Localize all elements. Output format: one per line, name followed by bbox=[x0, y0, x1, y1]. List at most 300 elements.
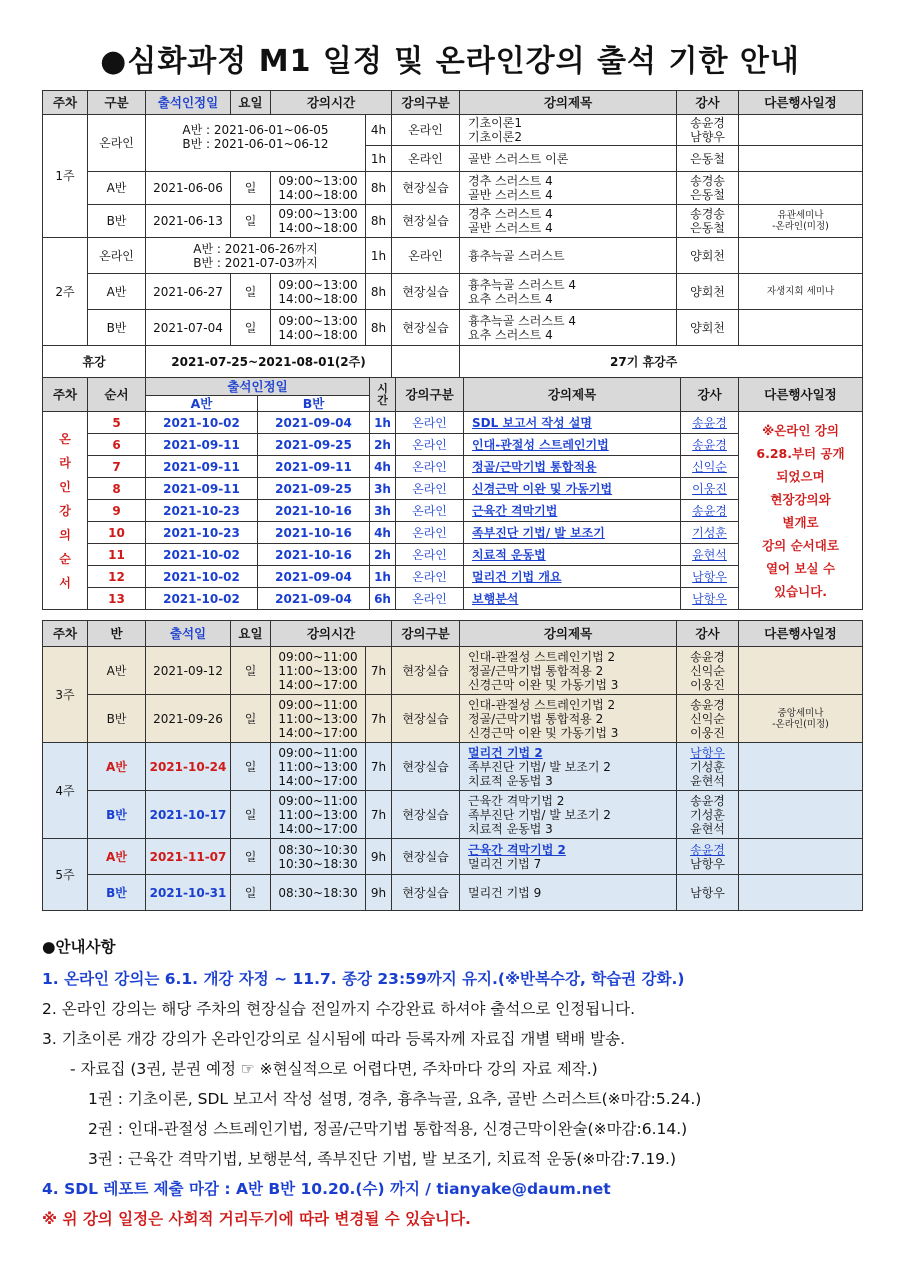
header-time: 시간 bbox=[370, 378, 396, 412]
title-line: 치료적 운동법 3 bbox=[468, 821, 553, 836]
title-cell bbox=[460, 310, 677, 346]
date-b-cell: 2021-10-16 bbox=[258, 500, 370, 522]
type-cell: 현장실습 bbox=[392, 310, 460, 346]
instructor-cell bbox=[677, 839, 739, 875]
type-cell: 온라인 bbox=[396, 434, 464, 456]
type-cell: 현장실습 bbox=[392, 743, 460, 791]
instructor-cell bbox=[677, 743, 739, 791]
day-cell: 일 bbox=[231, 791, 271, 839]
order-cell: 6 bbox=[88, 434, 146, 456]
date-b-cell: 2021-10-16 bbox=[258, 544, 370, 566]
date-a-cell: 2021-09-11 bbox=[146, 456, 258, 478]
week-label: 2주 bbox=[43, 238, 88, 346]
title-cell: 멀리건 기법 개요 bbox=[464, 566, 681, 588]
title-line: 경추 스러스트 4 bbox=[468, 207, 553, 221]
date-a-cell: 2021-10-23 bbox=[146, 522, 258, 544]
header-lecture-title: 강의제목 bbox=[460, 91, 677, 115]
title-line: 신경근막 이완 및 가동기법 3 bbox=[468, 677, 619, 692]
hours-cell: 4h bbox=[366, 115, 392, 146]
day-cell: 일 bbox=[231, 875, 271, 911]
title-cell: 근육간 격막기법 bbox=[464, 500, 681, 522]
instructor-line: 이웅진 bbox=[690, 725, 725, 740]
break-dates: 2021-07-25~2021-08-01(2주) bbox=[146, 346, 392, 378]
event-cell bbox=[739, 875, 863, 911]
side-label-char: 인 bbox=[59, 479, 71, 494]
type-cell: 현장실습 bbox=[392, 274, 460, 310]
order-cell: 8 bbox=[88, 478, 146, 500]
hours-cell: 4h bbox=[370, 456, 396, 478]
header-lecture-type: 강의구분 bbox=[392, 91, 460, 115]
header-day: 요일 bbox=[231, 91, 271, 115]
header-instructor: 강사 bbox=[681, 378, 739, 412]
online-lecture-note bbox=[739, 412, 863, 610]
time-line: 09:00~13:00 bbox=[278, 174, 358, 188]
event-cell bbox=[739, 115, 863, 146]
division-cell: 온라인 bbox=[88, 115, 146, 172]
time-line: 09:00~11:00 bbox=[278, 697, 358, 712]
hours-cell: 8h bbox=[366, 310, 392, 346]
division-cell: B반 bbox=[88, 310, 146, 346]
date-b-cell: 2021-10-16 bbox=[258, 522, 370, 544]
type-cell: 온라인 bbox=[396, 588, 464, 610]
type-cell: 현장실습 bbox=[392, 205, 460, 238]
instructor-cell bbox=[677, 875, 739, 911]
event-cell bbox=[739, 791, 863, 839]
note-line: 있습니다. bbox=[773, 583, 828, 599]
division-cell: 온라인 bbox=[88, 238, 146, 274]
lecture-order-row bbox=[43, 412, 863, 434]
header-class: 반 bbox=[88, 621, 146, 647]
title-line: 멀리건 기법 9 bbox=[468, 885, 542, 900]
hours-cell: 3h bbox=[370, 478, 396, 500]
instructor-cell: 양회천 bbox=[677, 310, 739, 346]
header-other-events: 다른행사일정 bbox=[739, 621, 863, 647]
week-label: 4주 bbox=[43, 743, 88, 839]
note-line: 별개로 bbox=[782, 514, 819, 530]
practice-row bbox=[43, 647, 863, 695]
title-cell bbox=[460, 115, 677, 146]
date-b-cell: 2021-09-04 bbox=[258, 566, 370, 588]
date-a-cell: 2021-10-02 bbox=[146, 544, 258, 566]
order-cell: 7 bbox=[88, 456, 146, 478]
day-cell: 일 bbox=[231, 695, 271, 743]
header-class-a: A반 bbox=[146, 396, 258, 412]
side-label-char: 강 bbox=[59, 503, 71, 518]
day-cell: 일 bbox=[231, 839, 271, 875]
title-line: 신경근막 이완 및 가동기법 3 bbox=[468, 725, 619, 740]
title-cell: 흉추늑골 스러스트 bbox=[460, 238, 677, 274]
type-cell: 온라인 bbox=[392, 238, 460, 274]
instructor-cell: 신익순 bbox=[681, 456, 739, 478]
date-cell: 2021-10-17 bbox=[146, 791, 231, 839]
time-line: 14:00~17:00 bbox=[278, 773, 358, 788]
online-dates-b: B반 : 2021-07-03까지 bbox=[193, 255, 318, 270]
instructor-cell bbox=[677, 791, 739, 839]
instructor-cell: 윤현석 bbox=[681, 544, 739, 566]
title-cell: 보행분석 bbox=[464, 588, 681, 610]
hours-cell: 7h bbox=[366, 743, 392, 791]
hours-cell: 7h bbox=[366, 695, 392, 743]
time-line: 14:00~18:00 bbox=[278, 327, 358, 342]
notice-volume-3: 3권 : 근육간 격막기법, 보행분석, 족부진단 기법, 발 보조기, 치료적 운동(※마감:7.19.) bbox=[88, 1150, 677, 1168]
instructor-cell: 이웅진 bbox=[681, 478, 739, 500]
title-line: 기초이론1 bbox=[468, 116, 523, 130]
notice-section bbox=[42, 932, 872, 1234]
time-line: 09:00~11:00 bbox=[278, 649, 358, 664]
page-title: ●심화과정 M1 일정 및 온라인강의 출석 기한 안내 bbox=[100, 44, 800, 79]
instructor-line: 기성훈 bbox=[690, 759, 725, 774]
title-cell bbox=[460, 875, 677, 911]
title-cell: 인대-관절성 스트레인기법 bbox=[464, 434, 681, 456]
time-cell bbox=[271, 274, 366, 310]
title-line: 근육간 격막기법 2 bbox=[468, 842, 566, 857]
instructor-line: 윤현석 bbox=[690, 821, 725, 836]
time-line: 09:00~11:00 bbox=[278, 745, 358, 760]
class-cell: A반 bbox=[88, 647, 146, 695]
note-line: 6.28.부터 공개 bbox=[756, 445, 845, 461]
time-line: 08:30~18:30 bbox=[278, 885, 358, 900]
time-line: 14:00~18:00 bbox=[278, 221, 358, 235]
time-cell bbox=[271, 695, 366, 743]
instructor-line: 송윤경 bbox=[690, 697, 725, 712]
time-line: 14:00~17:00 bbox=[278, 821, 358, 836]
event-cell bbox=[739, 839, 863, 875]
header-class-b: B반 bbox=[258, 396, 370, 412]
class-cell: B반 bbox=[88, 875, 146, 911]
order-cell: 9 bbox=[88, 500, 146, 522]
title-cell bbox=[460, 743, 677, 791]
date-b-cell: 2021-09-11 bbox=[258, 456, 370, 478]
event-cell bbox=[739, 695, 863, 743]
hours-cell: 1h bbox=[366, 146, 392, 172]
online-order-side-label bbox=[43, 412, 88, 610]
date-a-cell: 2021-10-02 bbox=[146, 588, 258, 610]
hours-cell: 1h bbox=[366, 238, 392, 274]
instructor-line: 기성훈 bbox=[690, 807, 725, 822]
header-other-events: 다른행사일정 bbox=[739, 378, 863, 412]
event-cell: 자생지회 세미나 bbox=[739, 274, 863, 310]
online-dates-cell bbox=[146, 115, 366, 172]
day-cell: 일 bbox=[231, 743, 271, 791]
time-cell bbox=[271, 839, 366, 875]
date-cell: 2021-09-12 bbox=[146, 647, 231, 695]
class-cell: B반 bbox=[88, 695, 146, 743]
header-attendance-date: 출석인정일 bbox=[146, 91, 231, 115]
type-cell: 현장실습 bbox=[392, 839, 460, 875]
header-lecture-time: 강의시간 bbox=[271, 91, 392, 115]
side-label-char: 서 bbox=[59, 575, 71, 590]
date-a-cell: 2021-10-02 bbox=[146, 566, 258, 588]
note-line: 현장강의와 bbox=[770, 491, 831, 507]
header-week: 주차 bbox=[43, 378, 88, 412]
day-cell: 일 bbox=[231, 647, 271, 695]
title-line: 경추 스러스트 4 bbox=[468, 174, 553, 188]
title-line: 인대-관절성 스트레인기법 2 bbox=[468, 697, 616, 712]
instructor-cell: 기성훈 bbox=[681, 522, 739, 544]
practice-row bbox=[43, 791, 863, 839]
day-cell: 일 bbox=[231, 310, 271, 346]
title-cell: 치료적 운동법 bbox=[464, 544, 681, 566]
instructor-line: 송경송 bbox=[690, 174, 725, 188]
type-cell: 온라인 bbox=[392, 146, 460, 172]
title-line: 흉추늑골 스러스트 4 bbox=[468, 277, 577, 292]
instructor-line: 신익순 bbox=[690, 711, 725, 726]
hours-cell: 2h bbox=[370, 434, 396, 456]
break-label: 휴강 bbox=[43, 346, 146, 378]
hours-cell: 9h bbox=[366, 875, 392, 911]
type-cell: 온라인 bbox=[396, 566, 464, 588]
date-cell: 2021-06-13 bbox=[146, 205, 231, 238]
title-cell bbox=[460, 695, 677, 743]
practice-row bbox=[43, 743, 863, 791]
instructor-cell bbox=[677, 647, 739, 695]
header-day: 요일 bbox=[231, 621, 271, 647]
time-line: 09:00~13:00 bbox=[278, 207, 358, 221]
hours-cell: 3h bbox=[370, 500, 396, 522]
instructor-cell: 송윤경 bbox=[681, 412, 739, 434]
title-cell bbox=[460, 839, 677, 875]
notice-item-4: 4. SDL 레포트 제출 마감 : A반 B반 10.20.(수) 까지 / tianyake@daum.net bbox=[42, 1180, 611, 1198]
hours-cell: 4h bbox=[370, 522, 396, 544]
title-line: 요추 스러스트 4 bbox=[468, 327, 553, 342]
online-dates-b: B반 : 2021-06-01~06-12 bbox=[182, 137, 329, 151]
hours-cell: 6h bbox=[370, 588, 396, 610]
event-cell bbox=[739, 310, 863, 346]
time-line: 08:30~10:30 bbox=[278, 842, 358, 857]
instructor-line: 은동철 bbox=[690, 221, 725, 235]
online-dates-cell bbox=[146, 238, 366, 274]
instructor-cell: 남항우 bbox=[681, 566, 739, 588]
date-a-cell: 2021-10-23 bbox=[146, 500, 258, 522]
class-cell: A반 bbox=[88, 839, 146, 875]
instructor-cell bbox=[677, 205, 739, 238]
note-line: 강의 순서대로 bbox=[762, 537, 839, 553]
instructor-line: 윤현석 bbox=[690, 773, 725, 788]
note-line: 열어 보실 수 bbox=[765, 560, 836, 576]
instructor-line: 송윤경 bbox=[690, 842, 725, 857]
type-cell: 온라인 bbox=[392, 115, 460, 146]
instructor-line: 남항우 bbox=[690, 745, 725, 760]
title-line: 멀리건 기법 7 bbox=[468, 856, 542, 871]
type-cell: 온라인 bbox=[396, 522, 464, 544]
side-label-char: 라 bbox=[59, 455, 71, 470]
time-line: 10:30~18:30 bbox=[278, 856, 358, 871]
instructor-cell bbox=[677, 172, 739, 205]
type-cell: 현장실습 bbox=[392, 875, 460, 911]
header-lecture-type: 강의구분 bbox=[396, 378, 464, 412]
title-line: 요추 스러스트 4 bbox=[468, 291, 553, 306]
title-line: 치료적 운동법 3 bbox=[468, 773, 553, 788]
header-other-events: 다른행사일정 bbox=[739, 91, 863, 115]
type-cell: 온라인 bbox=[396, 478, 464, 500]
date-cell: 2021-07-04 bbox=[146, 310, 231, 346]
hours-cell: 1h bbox=[370, 566, 396, 588]
date-a-cell: 2021-09-11 bbox=[146, 478, 258, 500]
date-cell: 2021-09-26 bbox=[146, 695, 231, 743]
instructor-line: 송윤경 bbox=[690, 649, 725, 664]
event-cell bbox=[739, 146, 863, 172]
title-cell: SDL 보고서 작성 설명 bbox=[464, 412, 681, 434]
title-cell bbox=[460, 205, 677, 238]
title-line: 기초이론2 bbox=[468, 130, 523, 144]
header-instructor: 강사 bbox=[677, 91, 739, 115]
class-cell: B반 bbox=[88, 791, 146, 839]
title-cell bbox=[460, 791, 677, 839]
date-a-cell: 2021-10-02 bbox=[146, 412, 258, 434]
time-line: 14:00~18:00 bbox=[278, 291, 358, 306]
schedule-table-weeks-3-5 bbox=[42, 620, 863, 911]
practice-row bbox=[43, 839, 863, 875]
instructor-line: 은동철 bbox=[690, 188, 725, 202]
date-cell: 2021-10-31 bbox=[146, 875, 231, 911]
event-cell bbox=[739, 172, 863, 205]
notice-item-3: 3. 기초이론 개강 강의가 온라인강의로 실시됨에 따라 등록자께 자료집 개별 택배 발송. bbox=[42, 1030, 625, 1048]
division-cell: B반 bbox=[88, 205, 146, 238]
hours-cell: 9h bbox=[366, 839, 392, 875]
instructor-line: 남향우 bbox=[690, 130, 725, 144]
week-label: 5주 bbox=[43, 839, 88, 911]
header-order: 순서 bbox=[88, 378, 146, 412]
date-cell: 2021-06-27 bbox=[146, 274, 231, 310]
order-cell: 5 bbox=[88, 412, 146, 434]
time-line: 09:00~13:00 bbox=[278, 277, 358, 292]
hours-cell: 7h bbox=[366, 647, 392, 695]
event-line: 중앙세미나 bbox=[777, 707, 824, 719]
notice-warning: ※ 위 강의 일정은 사회적 거리두기에 따라 변경될 수 있습니다. bbox=[42, 1210, 471, 1228]
order-cell: 10 bbox=[88, 522, 146, 544]
day-cell: 일 bbox=[231, 205, 271, 238]
date-cell: 2021-06-06 bbox=[146, 172, 231, 205]
title-cell bbox=[460, 647, 677, 695]
header-attendance-date: 출석일 bbox=[146, 621, 231, 647]
break-empty bbox=[392, 346, 460, 378]
event-line: -온라인(미정) bbox=[772, 221, 829, 232]
day-cell: 일 bbox=[231, 172, 271, 205]
type-cell: 현장실습 bbox=[392, 695, 460, 743]
instructor-cell: 은동철 bbox=[677, 146, 739, 172]
notice-volume-2: 2권 : 인대-관절성 스트레인기법, 정골/근막기법 통합적용, 신경근막이완술(※마감:6.14.) bbox=[88, 1120, 688, 1138]
notice-item-3-sub: - 자료집 (3권, 분권 예정 ☞ ※현실적으로 어렵다면, 주차마다 강의 자료 제작.) bbox=[70, 1060, 598, 1078]
title-line: 정골/근막기법 통합적용 2 bbox=[468, 663, 604, 678]
hours-cell: 8h bbox=[366, 274, 392, 310]
hours-cell: 2h bbox=[370, 544, 396, 566]
date-b-cell: 2021-09-25 bbox=[258, 478, 370, 500]
title-line: 골반 스러스트 4 bbox=[468, 188, 553, 202]
header-lecture-title: 강의제목 bbox=[460, 621, 677, 647]
order-cell: 12 bbox=[88, 566, 146, 588]
instructor-line: 이웅진 bbox=[690, 677, 725, 692]
time-cell bbox=[271, 310, 366, 346]
title-cell bbox=[460, 172, 677, 205]
practice-row bbox=[43, 695, 863, 743]
header-lecture-title: 강의제목 bbox=[464, 378, 681, 412]
instructor-line: 송윤경 bbox=[690, 793, 725, 808]
class-cell: A반 bbox=[88, 743, 146, 791]
notice-item-1: 1. 온라인 강의는 6.1. 개강 자정 ~ 11.7. 종강 23:59까지 유지.(※반복수강, 학습권 강화.) bbox=[42, 970, 685, 988]
time-cell bbox=[271, 647, 366, 695]
order-cell: 13 bbox=[88, 588, 146, 610]
date-cell: 2021-11-07 bbox=[146, 839, 231, 875]
week-label: 3주 bbox=[43, 647, 88, 743]
side-label-char: 순 bbox=[59, 551, 71, 566]
date-cell: 2021-10-24 bbox=[146, 743, 231, 791]
division-cell: A반 bbox=[88, 274, 146, 310]
division-cell: A반 bbox=[88, 172, 146, 205]
instructor-line: 남항우 bbox=[690, 856, 725, 871]
title-line: 정골/근막기법 통합적용 2 bbox=[468, 711, 604, 726]
note-line: 되었으며 bbox=[776, 468, 825, 484]
header-week: 주차 bbox=[43, 91, 88, 115]
title-cell: 골반 스러스트 이론 bbox=[460, 146, 677, 172]
hours-cell: 7h bbox=[366, 791, 392, 839]
instructor-line: 남항우 bbox=[690, 885, 725, 900]
instructor-cell: 양회천 bbox=[677, 274, 739, 310]
header-instructor: 강사 bbox=[677, 621, 739, 647]
online-dates-a: A반 : 2021-06-01~06-05 bbox=[182, 123, 329, 137]
notice-heading: ●안내사항 bbox=[42, 938, 116, 956]
time-line: 14:00~17:00 bbox=[278, 725, 358, 740]
header-lecture-type: 강의구분 bbox=[392, 621, 460, 647]
instructor-cell bbox=[677, 695, 739, 743]
time-cell bbox=[271, 875, 366, 911]
time-cell bbox=[271, 743, 366, 791]
instructor-cell: 양회천 bbox=[677, 238, 739, 274]
type-cell: 온라인 bbox=[396, 544, 464, 566]
note-line: ※온라인 강의 bbox=[762, 422, 839, 438]
title-line: 근육간 격막기법 2 bbox=[468, 793, 565, 808]
online-lecture-order-table bbox=[42, 377, 863, 610]
date-b-cell: 2021-09-04 bbox=[258, 412, 370, 434]
online-dates-a: A반 : 2021-06-26까지 bbox=[193, 241, 318, 256]
hours-cell: 8h bbox=[366, 205, 392, 238]
title-line: 족부진단 기법/ 발 보조기 2 bbox=[468, 807, 611, 822]
hours-cell: 8h bbox=[366, 172, 392, 205]
title-cell: 정골/근막기법 통합적용 bbox=[464, 456, 681, 478]
time-cell bbox=[271, 205, 366, 238]
time-line: 09:00~13:00 bbox=[278, 313, 358, 328]
title-line: 인대-관절성 스트레인기법 2 bbox=[468, 649, 616, 664]
header-week: 주차 bbox=[43, 621, 88, 647]
side-label-char: 온 bbox=[59, 431, 71, 446]
notice-item-2: 2. 온라인 강의는 해당 주차의 현장실습 전일까지 수강완료 하셔야 출석으로 인정됩니다. bbox=[42, 1000, 636, 1018]
header-lecture-time: 강의시간 bbox=[271, 621, 392, 647]
day-cell: 일 bbox=[231, 274, 271, 310]
practice-row bbox=[43, 875, 863, 911]
type-cell: 온라인 bbox=[396, 456, 464, 478]
type-cell: 현장실습 bbox=[392, 647, 460, 695]
time-line: 09:00~11:00 bbox=[278, 793, 358, 808]
type-cell: 현장실습 bbox=[392, 791, 460, 839]
title-line: 흉추늑골 스러스트 4 bbox=[468, 313, 577, 328]
instructor-cell bbox=[677, 115, 739, 146]
title-line: 족부진단 기법/ 발 보조기 2 bbox=[468, 759, 611, 774]
time-line: 11:00~13:00 bbox=[278, 663, 358, 678]
instructor-cell: 송윤경 bbox=[681, 434, 739, 456]
instructor-line: 송윤경 bbox=[690, 116, 725, 130]
schedule-table-weeks-1-2 bbox=[42, 90, 863, 378]
date-b-cell: 2021-09-04 bbox=[258, 588, 370, 610]
time-line: 11:00~13:00 bbox=[278, 759, 358, 774]
event-line: -온라인(미정) bbox=[772, 718, 829, 730]
notice-volume-1: 1권 : 기초이론, SDL 보고서 작성 설명, 경추, 흉추늑골, 요추, 골반 스러스트(※마감:5.24.) bbox=[88, 1090, 702, 1108]
title-line: 골반 스러스트 4 bbox=[468, 221, 553, 235]
header-attendance-date: 출석인정일 bbox=[146, 378, 370, 396]
time-line: 11:00~13:00 bbox=[278, 807, 358, 822]
date-b-cell: 2021-09-25 bbox=[258, 434, 370, 456]
event-cell bbox=[739, 205, 863, 238]
type-cell: 온라인 bbox=[396, 500, 464, 522]
instructor-line: 송경송 bbox=[690, 207, 725, 221]
